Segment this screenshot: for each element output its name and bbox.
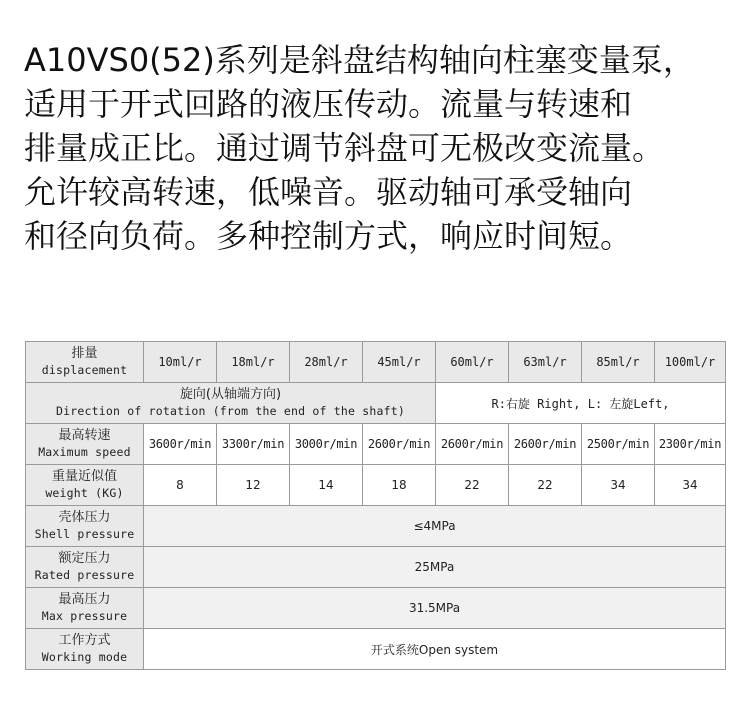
row-label [26,547,144,588]
row-label [26,506,144,547]
displacement-cell: 63ml/r [509,342,582,383]
displacement-cell: 100ml/r [655,342,726,383]
speed-cell: 2600r/min [436,424,509,465]
table-row-shell-pressure [26,506,726,547]
spec-table [25,341,726,670]
intro-line: 适用于开式回路的液压传动。流量与转速和 [24,85,633,123]
displacement-cell: 18ml/r [217,342,290,383]
speed-cell: 2300r/min [655,424,726,465]
label-en: displacement [41,363,128,377]
working-mode-value: 开式系统Open system [144,629,726,670]
speed-cell: 2600r/min [509,424,582,465]
label-zh: 最高压力 [58,592,111,607]
rotation-label [26,383,436,424]
label-zh: 工作方式 [58,633,111,648]
table-row-working-mode [26,629,726,670]
rotation-value: R:右旋 Right, L: 左旋Left, [436,383,726,424]
table-row-rated-pressure [26,547,726,588]
row-label [26,424,144,465]
label-en: Working mode [41,650,128,664]
speed-cell: 2600r/min [363,424,436,465]
label-en: weight (KG) [45,486,124,500]
row-label [26,588,144,629]
label-en: Max pressure [41,609,128,623]
speed-cell: 3600r/min [144,424,217,465]
weight-cell: 34 [655,465,726,506]
weight-cell: 22 [436,465,509,506]
displacement-cell: 45ml/r [363,342,436,383]
row-label [26,342,144,383]
label-zh: 旋向(从轴端方向) [179,387,282,402]
table-row-displacement [26,342,726,383]
weight-cell: 18 [363,465,436,506]
weight-cell: 8 [144,465,217,506]
rated-pressure-value: 25MPa [144,547,726,588]
displacement-cell: 60ml/r [436,342,509,383]
label-en: Shell pressure [34,527,135,541]
label-zh: 壳体压力 [58,510,111,525]
displacement-cell: 85ml/r [582,342,655,383]
intro-line: 排量成正比。通过调节斜盘可无极改变流量。 [24,129,665,167]
displacement-cell: 10ml/r [144,342,217,383]
displacement-cell: 28ml/r [290,342,363,383]
weight-cell: 34 [582,465,655,506]
weight-cell: 22 [509,465,582,506]
table-row-max-speed [26,424,726,465]
shell-pressure-value: ≤4MPa [144,506,726,547]
label-zh: 最高转速 [58,428,111,443]
weight-cell: 12 [217,465,290,506]
max-pressure-value: 31.5MPa [144,588,726,629]
weight-cell: 14 [290,465,363,506]
speed-cell: 2500r/min [582,424,655,465]
label-en: Direction of rotation (from the end of the shaft) [55,404,406,418]
intro-line: 和径向负荷。多种控制方式，响应时间短。 [24,217,633,255]
row-label [26,465,144,506]
intro-line: 允许较高转速，低噪音。驱动轴可承受轴向 [24,173,633,211]
table-row-rotation [26,383,726,424]
label-zh: 排量 [71,346,98,361]
speed-cell: 3300r/min [217,424,290,465]
row-label [26,629,144,670]
table-row-weight [26,465,726,506]
table-row-max-pressure [26,588,726,629]
label-en: Rated pressure [34,568,135,582]
label-zh: 重量近似值 [51,469,117,484]
intro-paragraph [24,38,740,258]
intro-line: A10VS0(52)系列是斜盘结构轴向柱塞变量泵， [24,41,695,79]
label-en: Maximum speed [38,445,131,459]
speed-cell: 3000r/min [290,424,363,465]
label-zh: 额定压力 [58,551,111,566]
